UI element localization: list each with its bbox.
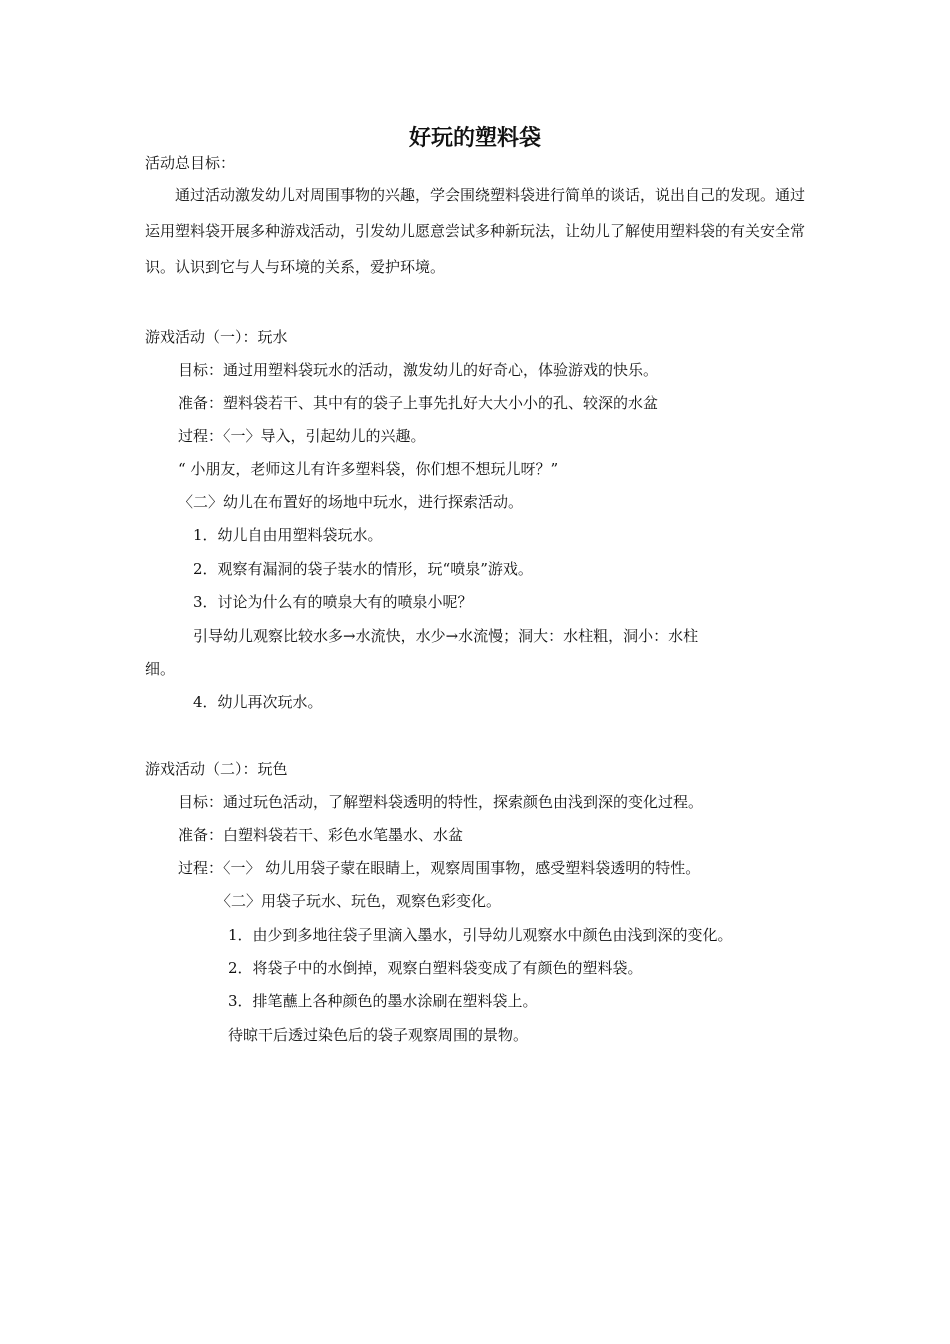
activity1-quote: “ 小朋友，老师这儿有许多塑料袋，你们想不想玩儿呀？”	[178, 460, 559, 478]
activity1-guide-line2: 细。	[145, 660, 176, 678]
activity2-goal: 目标：通过玩色活动，了解塑料袋透明的特性，探索颜色由浅到深的变化过程。	[178, 793, 704, 811]
activity1-goal: 目标：通过用塑料袋玩水的活动，激发幼儿的好奇心，体验游戏的快乐。	[178, 361, 659, 379]
document-title: 好玩的塑料袋	[408, 126, 541, 151]
activity2-item4: 待晾干后透过染色后的袋子观察周围的景物。	[228, 1026, 529, 1044]
overall-goal-paragraph: 通过活动激发幼儿对周围事物的兴趣，学会围绕塑料袋进行简单的谈话，说出自己的发现。通过运用塑料袋开展多种游戏活动，引发幼儿愿意尝试多种新玩法，让幼儿了解使用塑料袋的有关安全常识。认识到它与人与环境的关系，爱护环境。	[145, 186, 806, 276]
activity1-process: 过程：〈一〉导入，引起幼儿的兴趣。	[178, 427, 426, 445]
activity2-step2: 〈二〉用袋子玩水、玩色，观察色彩变化。	[216, 892, 502, 910]
activity2-prep: 准备：白塑料袋若干、彩色水笔墨水、水盆	[178, 826, 464, 844]
activity1-step2: 〈二〉幼儿在布置好的场地中玩水，进行探索活动。	[178, 493, 524, 511]
activity1-item3: 3．讨论为什么有的喷泉大有的喷泉小呢？	[193, 593, 473, 611]
activity1-item2: 2．观察有漏洞的袋子装水的情形，玩“喷泉”游戏。	[193, 560, 533, 578]
activity1-item1: 1．幼儿自由用塑料袋玩水。	[193, 526, 383, 544]
activity2-item1: 1．由少到多地往袋子里滴入墨水，引导幼儿观察水中颜色由浅到深的变化。	[228, 926, 733, 944]
activity1-prep: 准备：塑料袋若干、其中有的袋子上事先扎好大大小小的孔、较深的水盆	[178, 394, 659, 412]
overall-goal-heading: 活动总目标：	[145, 154, 236, 172]
activity1-guide-line1: 引导幼儿观察比较水多→水流快，水少→水流慢；洞大：水柱粗，洞小：水柱	[193, 627, 699, 645]
activity1-item4: 4．幼儿再次玩水。	[193, 693, 323, 711]
activity1-heading: 游戏活动（一）：玩水	[145, 328, 288, 346]
activity2-item3: 3．排笔蘸上各种颜色的墨水涂刷在塑料袋上。	[228, 992, 538, 1010]
activity2-process: 过程：〈一〉 幼儿用袋子蒙在眼睛上，观察周围事物，感受塑料袋透明的特性。	[178, 859, 701, 877]
activity2-item2: 2．将袋子中的水倒掉，观察白塑料袋变成了有颜色的塑料袋。	[228, 959, 643, 977]
activity2-heading: 游戏活动（二）：玩色	[145, 760, 288, 778]
